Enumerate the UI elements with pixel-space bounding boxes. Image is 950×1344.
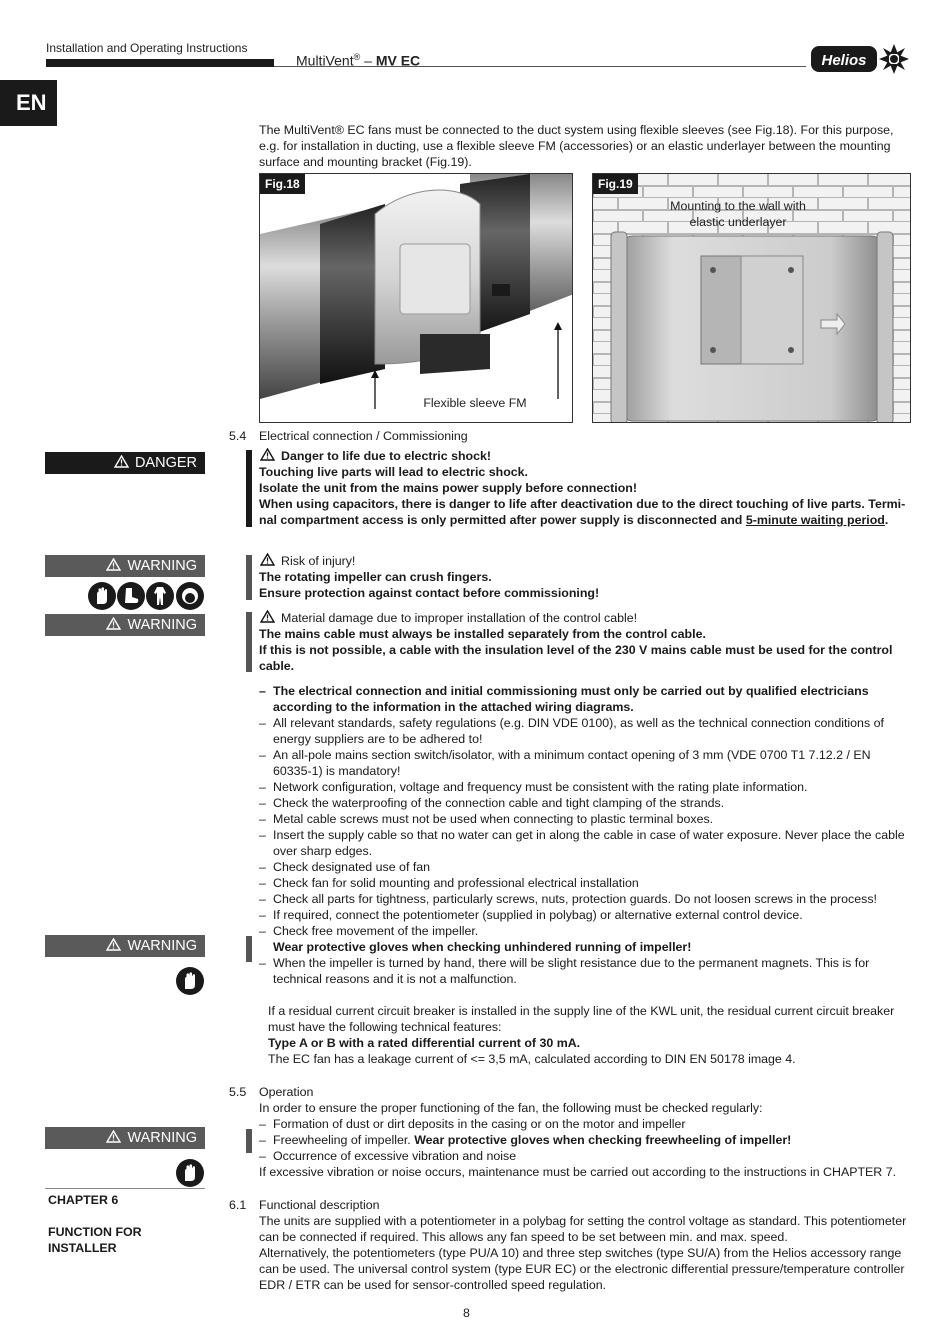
list-item: All relevant standards, safety regulations (e.g. DIN VDE 0100), as well as the technical connection conditions of energy suppliers are to be adhered to! [273, 716, 884, 746]
list-dash: – [259, 1117, 266, 1131]
gloves-icon [176, 967, 204, 995]
list-item: Check designated use of fan [273, 860, 431, 874]
fan-duct-photo [260, 174, 573, 423]
figure-18 [259, 173, 573, 423]
list-dash: – [259, 812, 266, 826]
warning-triangle-icon [106, 938, 121, 951]
list-dash: – [259, 876, 266, 890]
list-item: Check all parts for tightness, particularly screws, nuts, protection guards. Do not loosen screws in the process! [273, 892, 877, 906]
warning-label-1: WARNING [45, 555, 205, 577]
warning-triangle-icon [114, 455, 129, 468]
language-tab: EN [0, 80, 57, 126]
rcd-paragraph: If a residual current circuit breaker is installed in the supply line of the KWL unit, the residual current circuit breaker must have the following technical features: Type A or B with a rated differential current of 30 mA. The EC fan has a leakage current of <= 3,5 mA, calculated according to DIN EN 50178 image 4. [268, 1004, 895, 1066]
safety-boots-icon [117, 582, 145, 610]
warning-triangle-icon [260, 610, 275, 623]
section-5-5-number: 5.5 [229, 1085, 247, 1099]
warning-triangle-icon [106, 617, 121, 630]
list-item: Insert the supply cable so that no water can get in along the cable in case of water exposure. Never place the cable over sharp edges. [273, 828, 905, 858]
protective-clothing-icon [146, 582, 174, 610]
fig18-label: Fig.18 [260, 174, 305, 194]
header-bar [46, 59, 274, 67]
fig19-caption: Mounting to the wall with elastic underlayer [670, 199, 806, 229]
section-5-5-title: Operation [259, 1085, 314, 1099]
chapter-title: FUNCTION FOR INSTALLER [48, 1225, 142, 1255]
danger-label: DANGER [45, 452, 205, 474]
list-dash: – [259, 892, 266, 906]
warning-label-2: WARNING [45, 614, 205, 636]
list-dash: – [259, 1149, 266, 1163]
intro-paragraph: The MultiVent® EC fans must be connected to the duct system using flexible sleeves (see Fig.18). For this purpose, e.g. for installation in ducting, use a flexible sleeve FM (accessories) or an elastic underlayer between the mounting surface and mounting bracket (Fig.19). [259, 123, 894, 169]
operation-item-1: Formation of dust or dirt deposits in the casing or on the motor and impeller [273, 1117, 686, 1131]
list-dash: – [259, 684, 266, 698]
operation-item-2: Freewheeling of impeller. Wear protective gloves when checking freewheeling of impeller! [273, 1133, 792, 1147]
section-6-1-number: 6.1 [229, 1198, 247, 1212]
operation-intro: In order to ensure the proper functioning of the fan, the following must be checked regularly: [259, 1101, 763, 1115]
list-dash: – [259, 748, 266, 762]
functional-description: The units are supplied with a potentiometer in a polybag for setting the control voltage as standard. This potentiometer can be connected if required. This allows any fan speed to be set between min. and max. speed. Alternatively, the potentiometers (type PU/A 10) and three step switches (type SU/A) from the Helios accessory range can be used. The universal control system (type EUR EC) or the electronic differential pressure/temperature controller EDR / ETR can be used for sensor-controlled speed regulation. [259, 1214, 907, 1292]
list-item: Check fan for solid mounting and professional electrical installation [273, 876, 639, 890]
section-5-4-number: 5.4 [229, 429, 247, 443]
warning-bar-1 [246, 555, 252, 600]
fig18-caption: Flexible sleeve FM [423, 396, 527, 410]
warning-label-3: WARNING [45, 935, 205, 957]
warning-block-1: Risk of injury! The rotating impeller can crush fingers. Ensure protection against contact before commissioning! [259, 554, 600, 600]
warning-triangle-icon [260, 553, 275, 566]
list-dash: – [259, 796, 266, 810]
list-item: The electrical connection and initial commissioning must only be carried out by qualified electricians according to the information in the attached wiring diagrams. [273, 684, 869, 714]
section-5-4-title: Electrical connection / Commissioning [259, 429, 468, 443]
operation-item-3: Occurrence of excessive vibration and noise [273, 1149, 517, 1163]
list-dash: – [259, 956, 266, 970]
list-dash: – [259, 828, 266, 842]
list-item: An all-pole mains section switch/isolator, with a minimum contact opening of 3 mm (VDE 0700 T1 7.12.2 / EN 60335-1) is mandatory! [273, 748, 871, 778]
product-title: MultiVent® – MV EC [296, 52, 421, 69]
danger-bar [246, 450, 252, 527]
warning-triangle-icon [106, 1130, 121, 1143]
list-dash: – [259, 908, 266, 922]
doc-type-label: Installation and Operating Instructions [46, 41, 248, 55]
section-6-1-title: Functional description [259, 1198, 380, 1212]
warning-label-4: WARNING [45, 1127, 205, 1149]
chapter-label: CHAPTER 6 [48, 1193, 119, 1207]
list-item: Check the waterproofing of the connection cable and tight clamping of the strands. [273, 796, 725, 810]
fig19-label: Fig.19 [593, 174, 638, 194]
list-dash: – [259, 924, 266, 938]
list-dash: – [259, 780, 266, 794]
warning-bar-3 [246, 936, 252, 962]
warning-bar-2 [246, 612, 252, 672]
gloves-icon [88, 582, 116, 610]
warning-triangle-icon [260, 448, 275, 461]
operation-outro: If excessive vibration or noise occurs, maintenance must be carried out according to the instructions in CHAPTER 7. [259, 1165, 897, 1179]
gloves-icon [176, 1159, 204, 1187]
impeller-note: When the impeller is turned by hand, there will be slight resistance due to the permanent magnets. This is for technical reasons and it is not a malfunction. [273, 956, 870, 986]
page-number: 8 [463, 1306, 470, 1320]
gloves-warning-text: Wear protective gloves when checking unhindered running of impeller! [273, 940, 692, 954]
danger-block: Danger to life due to electric shock! Touching live parts will lead to electric shock. Isolate the unit from the mains power supply before connection! When using capacitors, there is danger to life after deactivation due to the direct touching of live parts. Termi- nal compartment access is only permitted after power supply is disconnected and 5-minute waiting period. [259, 449, 906, 527]
svg-text:Helios: Helios [821, 52, 867, 69]
warning-block-2: Material damage due to improper installation of the control cable! The mains cable must always be installed separately from the control cable. If this is not possible, a cable with the insulation level of the 230 V mains cable must be used for the control cable. [259, 611, 893, 673]
list-item: Network configuration, voltage and frequency must be consistent with the rating plate information. [273, 780, 808, 794]
list-item: Metal cable screws must not be used when connecting to plastic terminal boxes. [273, 812, 714, 826]
helios-logo [810, 42, 910, 76]
hairnet-icon [176, 582, 204, 610]
list-dash: – [259, 860, 266, 874]
list-dash: – [259, 1133, 266, 1147]
list-dash: – [259, 716, 266, 730]
chapter-divider [45, 1188, 205, 1189]
warning-triangle-icon [106, 558, 121, 571]
list-item: If required, connect the potentiometer (supplied in polybag) or alternative external control device. [273, 908, 803, 922]
figure-19 [592, 173, 911, 423]
list-item: Check free movement of the impeller. [273, 924, 479, 938]
warning-bar-4 [246, 1129, 252, 1153]
